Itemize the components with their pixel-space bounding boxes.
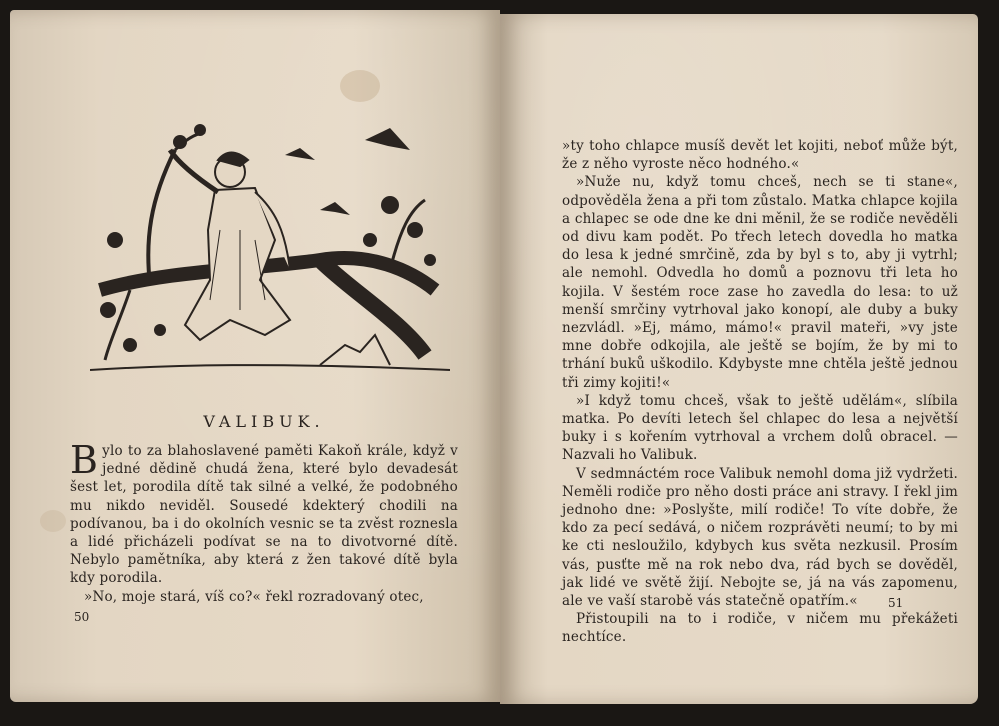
drop-cap: B [70, 438, 99, 482]
right-page [500, 14, 978, 704]
page-number: 51 [888, 596, 904, 610]
foxing-stain [340, 70, 380, 102]
woman-figure [170, 150, 290, 340]
paragraph: »No, moje stará, víš co?« řekl rozradovaný otec, [84, 588, 424, 605]
foxing-stain [40, 510, 66, 532]
left-page-text [70, 438, 458, 606]
paragraph: »ty toho chlapce musíš devět let kojiti, neboť může být, že z něho vyroste něco hodného.« [562, 138, 958, 173]
paragraph: »I když tomu chceš, však to ještě udělám«, slíbila matka. Po devíti letech šel chlapec do lesa a největší buky i s kořením vytrhoval a vrchem dolů obracel. — Nazvali ho Valibuk. [562, 392, 958, 464]
story-title: VALIBUK. [203, 412, 325, 431]
left-page [10, 10, 500, 702]
paragraph: Přistoupili na to i rodiče, v ničem mu překážeti nechtíce. [562, 611, 958, 646]
paragraph: V sedmnáctém roce Valibuk nemohl doma již vydržeti. Neměli rodiče pro něho dosti práce ani stravy. I řekl jim jednoho dne: »Poslyšte, milí rodiče! To víte dobře, že kdo za pecí sedává, o ničem rozprávěti neumí; to by mi ke cti nesloužilo, kdybych kus světa nezkusil. Prosím vás, pusťte mě na rok nebo dva, rád bych se dověděl, jak lidé ve světě žijí. Nebojte se, já na vás zapomenu, ale ve vaší starobě vás statečně opatřím.« [562, 465, 958, 610]
page-number: 50 [74, 610, 90, 624]
woman-in-tree-illustration [90, 120, 450, 390]
opening-paragraph: Bylo to za blahoslavené paměti Kakoň krále, když v jedné dědině chudá žena, které bylo devadesát šest let, porodila dítě tak silné a velké, že podobného mu nikdo neviděl. Sousedé kdekterý chodili na podívanou, ba i do okolních vesnic se ta zvěst roznesla a lidé přicházeli podívat se na to divotvorné dítě. Nebylo pamětníka, aby která z žen takové dítě byla kdy porodila. [70, 438, 458, 587]
right-page-text [562, 137, 958, 647]
paragraph: »Nuže nu, když tomu chceš, nech se ti stane«, odpověděla žena a při tom zůstalo. Matka chlapce kojila a chlapec se ode dne ke dni měnil, že se rodiče nevěděli od divu kam podět. Po třech letech dovedla ho matka do lesa k jedné smrčině, zda by byl s to, aby ji vytrhl; ale nemohl. Odvedla ho domů a poznovu tři leta ho kojila. V šestém roce zase ho zavedla do lesa: to už menší smrčiny vytrhoval jako konopí, ale duby a buky nezvládl. »Ej, mámo, mámo!« pravil mateři, »vy jste mne dobře odkojila, ale ještě se bojím, že by mi to trhání buků uškodilo. Kdybyste mne chtěla ještě jednou tři zimy kojiti!« [562, 174, 958, 391]
